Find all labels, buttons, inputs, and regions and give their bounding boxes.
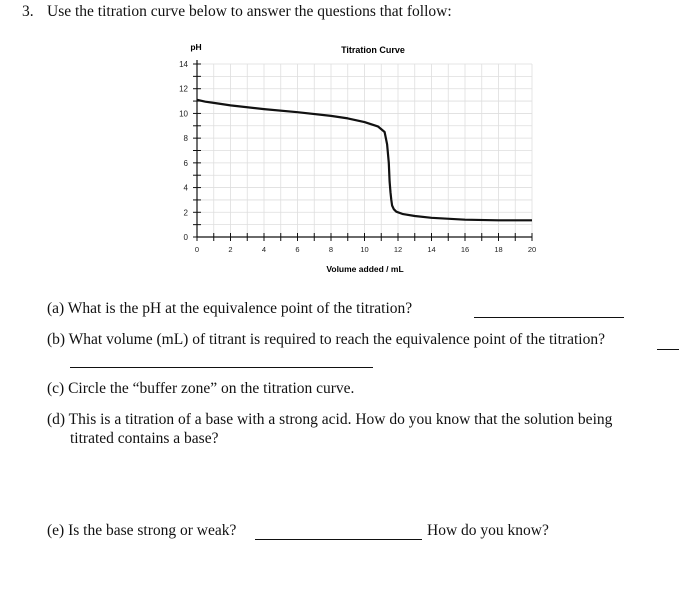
x-tick-label: 4 (261, 245, 267, 254)
x-tick-label: 20 (527, 245, 537, 254)
x-tick-label: 8 (328, 245, 334, 254)
x-tick-label: 14 (427, 245, 436, 254)
part-c-text: (c) Circle the “buffer zone” on the titration curve. (47, 380, 355, 397)
part-e-text: (e) Is the base strong or weak? (47, 522, 237, 539)
y-tick-label: 2 (183, 208, 188, 218)
part-a-text: (a) What is the pH at the equivalence point of the titration? (47, 300, 413, 317)
y-tick-label: 4 (183, 183, 188, 193)
titration-chart (0, 0, 700, 290)
part-b-answer-blank[interactable] (657, 349, 679, 350)
question-prompt: Use the titration curve below to answer the questions that follow: (47, 3, 452, 20)
x-tick-label: 6 (295, 245, 300, 254)
x-tick-label: 16 (460, 245, 470, 254)
part-e-followup-text: How do you know? (427, 522, 549, 539)
part-d-text-line2: titrated contains a base? (70, 430, 219, 447)
y-tick-label: 6 (183, 158, 188, 168)
y-tick-label: 0 (183, 233, 188, 242)
part-e-answer-blank[interactable] (255, 539, 422, 540)
y-tick-label: 8 (183, 134, 188, 144)
x-tick-label: 2 (228, 245, 233, 254)
x-tick-label: 10 (360, 245, 369, 254)
question-number: 3. (22, 3, 34, 20)
part-d-text-line1: (d) This is a titration of a base with a strong acid. How do you know that the solution being (47, 411, 613, 428)
x-axis-label: Volume added / mL (326, 264, 404, 274)
x-tick-label: 18 (494, 245, 503, 254)
x-tick-label: 12 (393, 245, 403, 254)
chart-grid (197, 64, 532, 237)
y-tick-label: 12 (179, 84, 188, 94)
part-b-answer-blank-continued[interactable] (70, 367, 373, 368)
y-tick-label: 10 (179, 109, 188, 119)
chart-title: Titration Curve (341, 45, 405, 55)
x-tick-label: 0 (194, 245, 200, 254)
y-tick-label: 14 (179, 60, 188, 69)
part-b-text: (b) What volume (mL) of titrant is required to reach the equivalence point of the titration? (47, 331, 605, 348)
y-axis-label: pH (190, 42, 202, 52)
part-a-answer-blank[interactable] (474, 317, 624, 318)
